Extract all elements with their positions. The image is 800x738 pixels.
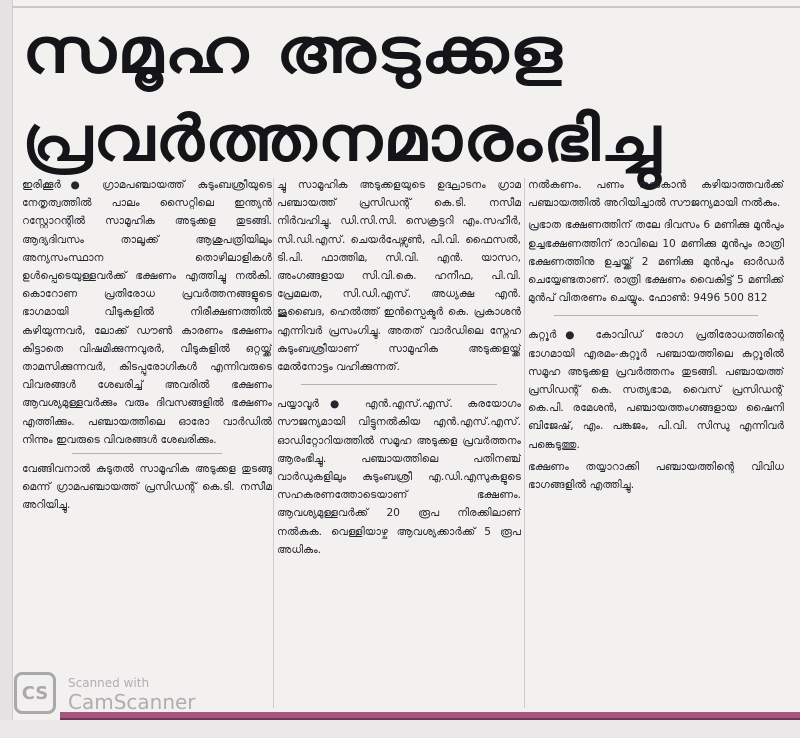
camscanner-watermark xyxy=(14,672,196,722)
divider xyxy=(72,453,222,454)
page-edge xyxy=(0,0,13,738)
watermark-line-1: Scanned with xyxy=(68,676,150,690)
paragraph-irikkur-2: വേങ്ങിവനാൽ കുടുതൽ സാമൂഹിക അടുക്കള തുടങ്ങു മെന്ന് ഗ്രാമപഞ്ചായത്ത് പ്രസിഡന്റ് കെ.ടി. നസീമ അറിയിച്ചു. xyxy=(22,463,272,512)
column-divider xyxy=(524,178,525,708)
paragraph-kuttur-2: ഭക്ഷണം തയ്യാറാക്കി പഞ്ചായത്തിന്റെ വിവിധ ഭാഗങ്ങളിൽ എത്തിച്ചു. xyxy=(528,460,784,492)
paragraph-timings: പ്രഭാത ഭക്ഷണത്തിന് തലേ ദിവസം 6 മണിക്കു മുൻപും ഉച്ചഭക്ഷണത്തിന് രാവിലെ 10 മണിക്കു മുൻപും രാത്രി ഭക്ഷണത്തിനു ഉച്ചയ്ക്ക് 2 മണിക്കു മുൻപും ഓർഡർ ചെയ്യേണ്ടതാണ്. രാത്രി ഭക്ഷണം വൈകിട്ട് 5 മണിക്ക് മുൻപ് വിതരണം ചെയ്യും. ഫോൺ: 9496 500 812 xyxy=(528,219,784,305)
headline-line-1: സമൂഹ അടുക്കള xyxy=(22,14,563,87)
paragraph-payyavur: പയ്യാവൂർ● എൻ.എസ്.എസ്. കരയോഗം സൗജന്യമായി വിട്ടുനൽകിയ എൻ.എസ്.എസ്. ഓഡിറ്റോറിയത്തിൽ സമൂഹ അടുക്കള പ്രവർത്തനം ആരംഭിച്ചു. പഞ്ചായത്തിലെ പതിനഞ്ച് വാർഡുകളിലും കുടുംബശ്രീ എ.ഡി.എസുകളുടെ സഹകരണത്തോടെയാണ് ഭക്ഷണം. ആവശ്യമുള്ളവർക്ക് 20 രൂപ നിരക്കിലാണ് നൽകുക. വെള്ളിയാഴ്ച ആവശ്യക്കാർക്ക് 5 രൂപ അധികം. xyxy=(277,398,521,556)
paragraph-irikkur: ഇരിക്കൂർ● ഗ്രാമപഞ്ചായത്ത് കുടുംബശ്രീയുടെ നേതൃത്വത്തിൽ പാലം സൈറ്റിലെ ഇന്ത്യൻ റസ്റ്റോറന്റിൽ സാമൂഹിക അടുക്കള തുടങ്ങി. ആദ്യദിവസം താലൂക്ക് ആശുപത്രിയിലും അന്യസംസ്ഥാന തൊഴിലാളികൾ ഉൾപ്പെടെയുള്ളവർക്ക് ഭക്ഷണം എത്തിച്ചു നൽകി. കൊറോണ പ്രതിരോധ പ്രവർത്തനങ്ങളുടെ ഭാഗമായി വീടുകളിൽ നിരീക്ഷണത്തിൽ കഴിയുന്നവർ, ലോക്ക് ഡൗൺ കാരണം ഭക്ഷണം കിട്ടാതെ വിഷമിക്കുന്നവുരർ, വീടുകളിൽ ഒറ്റയ്ക്ക് താമസിക്കുന്നവർ, കിടപ്പുരോഗികൾ എന്നിവരുടെ വിവരങ്ങൾ ശേഖരിച്ച് അവരിൽ ഭക്ഷണം ആവശ്യമുള്ളവർക്കും വരും ദിവസങ്ങളിൽ ഭക്ഷണം എത്തിക്കും. പഞ്ചായത്തിലെ ഓരോ വാർഡിൽ നിന്നും ഇവരുടെ വിവരങ്ങൾ ശേഖരിക്കും. xyxy=(22,179,272,446)
paragraph-kuttur: കുറ്റൂർ● കോവിഡ് രോഗ പ്രതിരോധത്തിന്റെ ഭാഗമായി എരമം-കുറ്റൂർ പഞ്ചായത്തിലെ കുറ്റൂരിൽ സമൂഹ അടുക്കള പ്രവർത്തനം തുടങ്ങി. പഞ്ചായത്ത് പ്രസിഡന്റ് കെ. സത്യഭാമ, വൈസ് പ്രസിഡന്റ് കെ.പി. രമേശൻ, പഞ്ചായത്തംഗങ്ങളായ ഷൈനി ബിജേഷ്, എം. പങ്കജം, പി.വി. സിന്ധു എന്നിവർ പങ്കെടുത്തു. xyxy=(528,329,784,451)
column-divider xyxy=(273,178,274,708)
camscanner-logo-icon: CS xyxy=(14,672,56,714)
article-column-1 xyxy=(22,176,272,716)
divider xyxy=(301,384,496,385)
paragraph-inauguration: ച്ചു സാമൂഹിക അടുക്കളയുടെ ഉദ്ഘാടനം ഗ്രാമ പഞ്ചായത്ത് പ്രസിഡന്റ് കെ.ടി. നസീമ നിർവഹിച്ചു. ഡി.സി.സി. സെക്രട്ടറി എം.സഹീർ, സി.ഡി.എസ്. ചെയർപേഴ്സൺ, പി.വി. ഫൈസൽ, ടി.പി. ഫാത്തിമ, സി.വി. എൻ. യാസറ, അംഗങ്ങളായ സി.വി.കെ. ഹനീഫ, പി.വി. പ്രേമലത, സി.ഡി.എസ്. അധ്യക്ഷ എൻ. ജുബൈദ, ഹെൽത്ത് ഇൻസ്പെക്ടർ കെ. പ്രകാശൻ എന്നിവർ പ്രസംഗിച്ചു. അതത് വാർഡിലെ സ്നേഹ കുടുംബശ്രീയാണ് സാമൂഹിക അടുക്കളയ്ക്ക് മേൽനോട്ടം വഹിക്കുന്നത്. xyxy=(277,179,521,374)
paragraph-payment: നൽകണം. പണം നൽകാൻ കഴിയാത്തവർക്ക് പഞ്ചായത്തിൽ അറിയിച്ചാൽ സൗജന്യമായി നൽകും. xyxy=(528,179,784,210)
headline-line-2: പ്രവർത്തനമാരംഭിച്ചു xyxy=(22,102,662,175)
article-column-3 xyxy=(528,176,784,716)
article-column-2 xyxy=(277,176,521,716)
page-bottom-margin xyxy=(0,720,800,738)
divider xyxy=(554,315,759,316)
watermark-line-2: CamScanner xyxy=(68,690,196,714)
top-divider xyxy=(12,6,800,8)
